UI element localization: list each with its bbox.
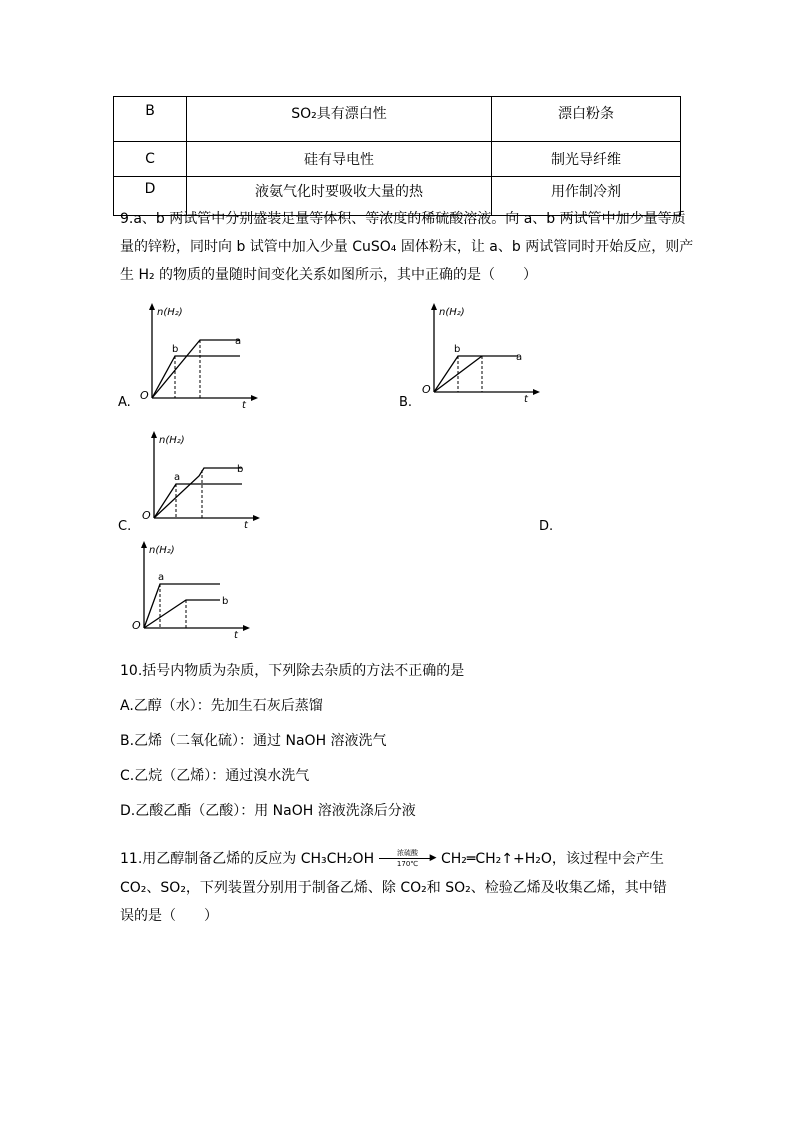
use-cell: 漂白粉条 — [492, 97, 681, 142]
curve-b — [434, 356, 518, 392]
curve-b — [144, 600, 220, 628]
x-axis-arrow — [251, 395, 258, 401]
property-cell: SO₂具有漂白性 — [187, 97, 492, 142]
y-axis-label: n(H₂) — [149, 545, 175, 556]
table-row — [114, 142, 681, 177]
y-axis-arrow — [431, 303, 437, 310]
origin-label: O — [132, 619, 141, 632]
y-axis-arrow — [141, 541, 147, 548]
arrow-head: ▶ — [429, 853, 437, 863]
y-axis-label: n(H₂) — [439, 307, 465, 318]
use-cell: 制光导纤维 — [492, 142, 681, 177]
arrow-shaft — [379, 858, 431, 859]
curve-label-b: b — [454, 344, 461, 355]
reaction-condition-arrow — [379, 849, 437, 869]
x-axis-label: t — [242, 400, 246, 411]
q11-part2: CH₂═CH₂↑+H₂O，该过程中会产生 — [441, 851, 664, 867]
option-cell: B — [114, 97, 187, 142]
q9-stem-line1: 9.a、b 两试管中分别盛装足量等体积、等浓度的稀硫酸溶液。向 a、b 两试管中加少量等质 — [120, 211, 686, 227]
y-axis-label: n(H₂) — [159, 435, 185, 446]
y-axis-arrow — [149, 303, 155, 310]
y-axis-label: n(H₂) — [157, 307, 183, 318]
curve-label-b: b — [172, 344, 179, 355]
curve-label-b: b — [237, 464, 244, 475]
options-table — [113, 96, 681, 216]
x-axis-arrow — [533, 389, 540, 395]
curve-label-a: a — [174, 472, 181, 483]
q10-option-d: D.乙酸乙酯（乙酸）：用 NaOH 溶液洗涤后分液 — [120, 803, 416, 819]
curve-b — [152, 356, 240, 398]
q11-stem-line2: CO₂、SO₂，下列装置分别用于制备乙烯、除 CO₂和 SO₂、检验乙烯及收集乙烯，其中错 — [120, 880, 667, 896]
q10-option-c: C.乙烷（乙烯）：通过溴水洗气 — [120, 768, 310, 784]
condition-bottom: 170℃ — [396, 860, 419, 868]
x-axis-label: t — [234, 630, 238, 641]
curve-a — [152, 340, 240, 398]
condition-top: 浓硫酸 — [397, 849, 419, 857]
curve-label-a: a — [516, 352, 523, 363]
q9-option-c-label: C. — [118, 519, 132, 534]
origin-label: O — [422, 383, 431, 396]
table-row — [114, 97, 681, 142]
q9-graph-b — [414, 300, 544, 412]
curve-label-b: b — [222, 596, 229, 607]
q10-option-a: A.乙醇（水）：先加生石灰后蒸馏 — [120, 698, 323, 714]
curve-a — [144, 584, 220, 628]
q9-graph-d — [124, 538, 254, 642]
x-axis-label: t — [244, 520, 248, 531]
x-axis-arrow — [243, 625, 250, 631]
curve-label-a: a — [235, 336, 242, 347]
q9-stem-line3: 生 H₂ 的物质的量随时间变化关系如图所示，其中正确的是（ ） — [120, 267, 538, 283]
q9-option-a-label: A. — [118, 395, 131, 410]
q9-graph-c — [134, 428, 264, 532]
origin-label: O — [140, 389, 149, 402]
option-cell: D — [114, 177, 187, 216]
origin-label: O — [142, 509, 151, 522]
option-cell: C — [114, 142, 187, 177]
curve-a — [154, 484, 242, 518]
q10-stem: 10.括号内物质为杂质，下列除去杂质的方法不正确的是 — [120, 663, 465, 679]
use-cell: 用作制冷剂 — [492, 177, 681, 216]
q9-stem-line2: 量的锌粉，同时向 b 试管中加入少量 CuSO₄ 固体粉末，让 a、b 两试管同时开始反应，则产 — [120, 239, 694, 255]
q9-graph-a — [132, 300, 262, 412]
q11-stem-line1 — [120, 848, 664, 869]
curve-label-a: a — [158, 572, 165, 583]
q9-option-d-label: D. — [539, 519, 554, 534]
q11-stem-line3: 误的是（ ） — [120, 908, 218, 924]
q10-option-b: B.乙烯（二氧化硫）：通过 NaOH 溶液洗气 — [120, 733, 387, 749]
q11-part1: 11.用乙醇制备乙烯的反应为 CH₃CH₂OH — [120, 851, 375, 867]
property-cell: 硅有导电性 — [187, 142, 492, 177]
curve-b — [154, 468, 242, 518]
property-cell: 液氨气化时要吸收大量的热 — [187, 177, 492, 216]
x-axis-label: t — [524, 394, 528, 405]
q9-option-b-label: B. — [399, 395, 413, 410]
x-axis-arrow — [253, 515, 260, 521]
y-axis-arrow — [151, 431, 157, 438]
